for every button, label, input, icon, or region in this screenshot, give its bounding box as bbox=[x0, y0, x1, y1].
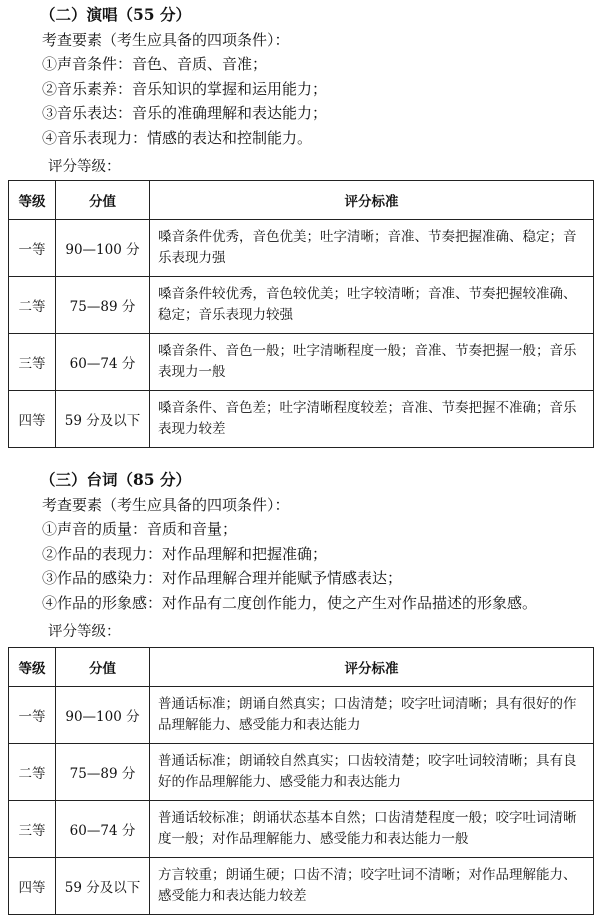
criteria-cell: 普通话标准；朗诵自然真实；口齿清楚；咬字吐词清晰；具有很好的作品理解能力、感受能力和表达能力 bbox=[150, 687, 594, 744]
header-score: 分值 bbox=[56, 648, 150, 687]
table-row bbox=[9, 687, 594, 744]
score-cell: 59 分及以下 bbox=[56, 858, 150, 915]
score-cell: 75—89 分 bbox=[56, 277, 150, 334]
level-cell: 一等 bbox=[9, 220, 56, 277]
level-cell: 二等 bbox=[9, 744, 56, 801]
criteria-cell: 嗓音条件优秀，音色优美；吐字清晰；音准、节奏把握准确、稳定；音乐表现力强 bbox=[150, 220, 594, 277]
level-cell: 二等 bbox=[9, 277, 56, 334]
table-row bbox=[9, 858, 594, 915]
score-cell: 59 分及以下 bbox=[56, 391, 150, 448]
table-row bbox=[9, 801, 594, 858]
score-cell: 60—74 分 bbox=[56, 801, 150, 858]
level-cell: 三等 bbox=[9, 801, 56, 858]
table-row bbox=[9, 391, 594, 448]
grade-label: 评分等级： bbox=[48, 159, 121, 175]
criteria-cell: 普通话较标准；朗诵状态基本自然；口齿清楚程度一般；咬字吐词清晰度一般；对作品理解能力、感受能力和表达能力一般 bbox=[150, 801, 594, 858]
lines-score-table bbox=[8, 647, 594, 915]
score-cell: 60—74 分 bbox=[56, 334, 150, 391]
requirement-item: ②音乐素养：音乐知识的掌握和运用能力； bbox=[42, 79, 328, 98]
section-heading: （三）台词（85 分） bbox=[40, 470, 191, 489]
singing-section bbox=[0, 4, 600, 178]
criteria-cell: 嗓音条件较优秀，音色较优美；吐字较清晰；音准、节奏把握较准确、稳定；音乐表现力较强 bbox=[150, 277, 594, 334]
score-cell: 90—100 分 bbox=[56, 687, 150, 744]
score-cell: 75—89 分 bbox=[56, 744, 150, 801]
requirement-item: ④音乐表现力：情感的表达和控制能力。 bbox=[42, 128, 313, 147]
requirement-item: ③音乐表达：音乐的准确理解和表达能力； bbox=[42, 104, 328, 122]
section-intro: 考查要素（考生应具备的四项条件）： bbox=[42, 31, 290, 49]
requirement-item: ④作品的形象感：对作品有二度创作能力，使之产生对作品描述的形象感。 bbox=[42, 593, 538, 612]
requirement-item: ①声音的质量：音质和音量； bbox=[42, 520, 238, 538]
grade-label: 评分等级： bbox=[48, 624, 121, 640]
criteria-cell: 方言较重；朗诵生硬；口齿不清；咬字吐词不清晰；对作品理解能力、感受能力和表达能力较差 bbox=[150, 858, 594, 915]
score-cell: 90—100 分 bbox=[56, 220, 150, 277]
criteria-cell: 嗓音条件、音色一般；吐字清晰程度一般；音准、节奏把握一般；音乐表现力一般 bbox=[150, 334, 594, 391]
requirement-item: ②作品的表现力：对作品理解和把握准确； bbox=[42, 544, 328, 563]
section-intro: 考查要素（考生应具备的四项条件）： bbox=[42, 496, 290, 514]
section-heading: （二）演唱（55 分） bbox=[40, 5, 191, 24]
table-row bbox=[9, 744, 594, 801]
header-criteria: 评分标准 bbox=[150, 648, 594, 687]
level-cell: 三等 bbox=[9, 334, 56, 391]
criteria-cell: 普通话标准；朗诵较自然真实；口齿较清楚；咬字吐词较清晰；具有良好的作品理解能力、感受能力和表达能力 bbox=[150, 744, 594, 801]
level-cell: 四等 bbox=[9, 858, 56, 915]
table-header-row bbox=[9, 181, 594, 220]
table-row bbox=[9, 277, 594, 334]
level-cell: 一等 bbox=[9, 687, 56, 744]
header-level: 等级 bbox=[9, 648, 56, 687]
lines-section bbox=[0, 469, 600, 643]
requirement-item: ③作品的感染力：对作品理解合理并能赋予情感表达； bbox=[42, 569, 403, 587]
table-row bbox=[9, 220, 594, 277]
header-level: 等级 bbox=[9, 181, 56, 220]
criteria-cell: 嗓音条件、音色差；吐字清晰程度较差；音准、节奏把握不准确；音乐表现力较差 bbox=[150, 391, 594, 448]
header-criteria: 评分标准 bbox=[150, 181, 594, 220]
requirement-item: ①声音条件：音色、音质、音准； bbox=[42, 55, 268, 73]
table-header-row bbox=[9, 648, 594, 687]
table-row bbox=[9, 334, 594, 391]
header-score: 分值 bbox=[56, 181, 150, 220]
level-cell: 四等 bbox=[9, 391, 56, 448]
singing-score-table bbox=[8, 180, 594, 448]
